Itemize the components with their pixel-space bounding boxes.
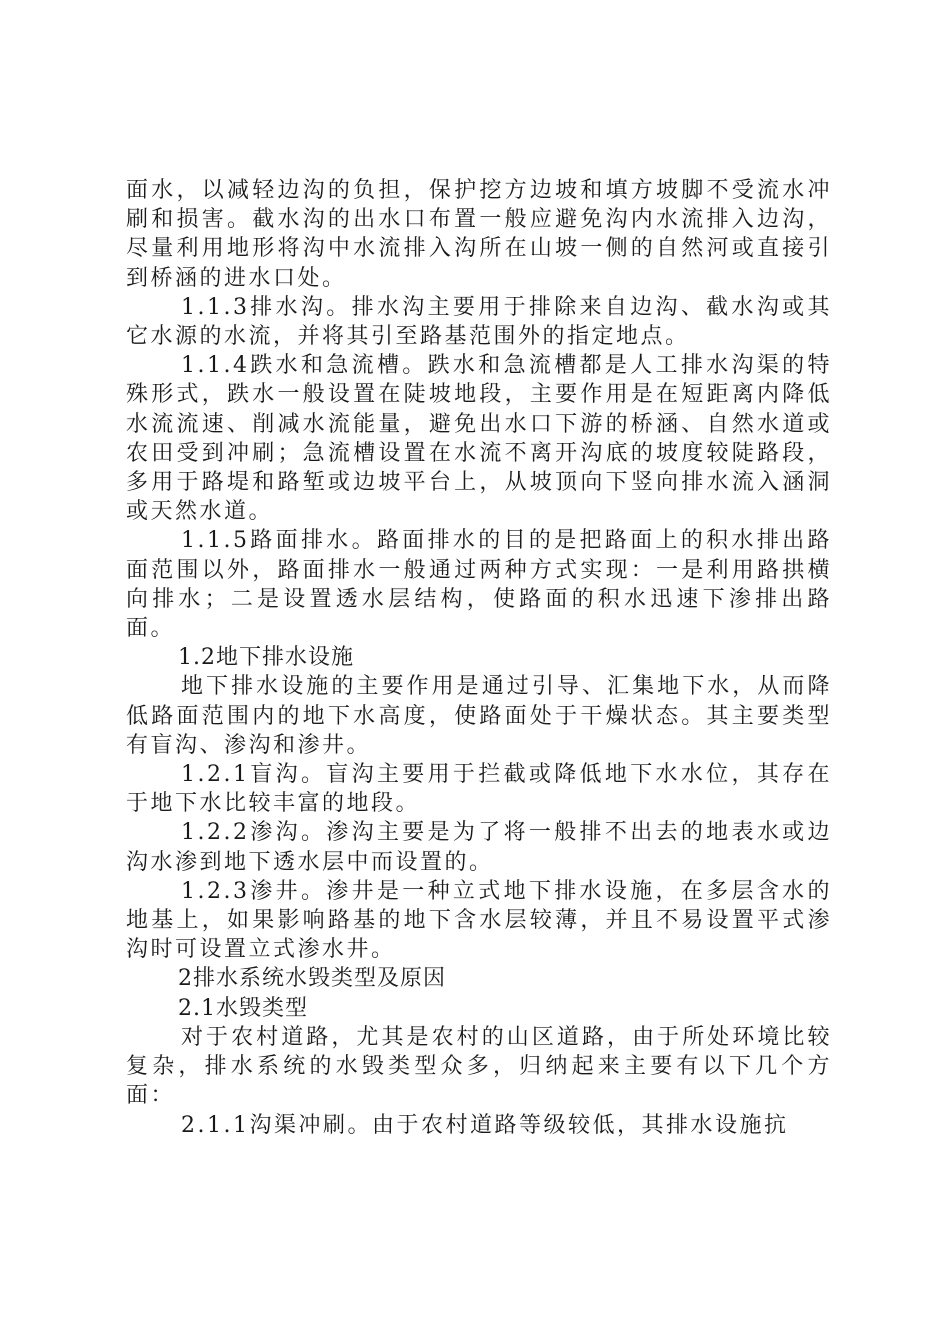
document-body [126,176,832,1140]
paragraph-drainage-ditch: 1.1.3排水沟。排水沟主要用于排除来自边沟、截水沟或其它水源的水流，并将其引至路基范围外的指定地点。 [126,294,832,350]
paragraph-drop-and-chute: 1.1.4跌水和急流槽。跌水和急流槽都是人工排水沟渠的特殊形式，跌水一般设置在陡坡地段，主要作用是在短距离内降低水流流速、削减水流能量，避免出水口下游的桥涵、自然水道或农田受到冲刷；急流槽设置在水流不离开沟底的坡度较陡路段，多用于路堤和路堑或边坡平台上，从坡顶向下竖向排水流入涵洞或天然水道。 [126,353,832,525]
paragraph-seepage-well: 1.2.3渗井。渗井是一种立式地下排水设施，在多层含水的地基上，如果影响路基的地下含水层较薄，并且不易设置平式渗沟时可设置立式渗水井。 [126,878,832,963]
paragraph-intercepting-ditch-continued: 面水，以减轻边沟的负担，保护挖方边坡和填方坡脚不受流水冲刷和损害。截水沟的出水口布置一般应避免沟内水流排入边沟，尽量利用地形将沟中水流排入沟所在山坡一侧的自然河或直接引到桥涵的进水口处。 [126,178,832,291]
paragraph-underground-drainage-intro: 地下排水设施的主要作用是通过引导、汇集地下水，从而降低路面范围内的地下水高度，使路面处于干燥状态。其主要类型有盲沟、渗沟和渗井。 [126,674,832,758]
paragraph-seepage-ditch: 1.2.2渗沟。渗沟主要是为了将一般排不出去的地表水或边沟水渗到地下透水层中而设置的。 [126,820,832,875]
paragraph-rural-roads-intro: 对于农村道路，尤其是农村的山区道路，由于所处环境比较复杂，排水系统的水毁类型众多，归纳起来主要有以下几个方面： [126,1024,832,1109]
section-heading-water-damage-types: 2.1水毁类型 [178,995,308,1021]
paragraph-ditch-scour: 2.1.1沟渠冲刷。由于农村道路等级较低，其排水设施抗 [181,1112,789,1138]
paragraph-blind-ditch: 1.2.1盲沟。盲沟主要用于拦截或降低地下水水位，其存在于地下水比较丰富的地段。 [126,762,832,817]
section-heading-underground-drainage: 1.2地下排水设施 [178,645,354,671]
paragraph-pavement-drainage: 1.1.5路面排水。路面排水的目的是把路面上的积水排出路面范围以外，路面排水一般通过两种方式实现：一是利用路拱横向排水；二是设置透水层结构，使路面的积水迅速下渗排出路面。 [126,528,832,642]
section-heading-water-damage: 2排水系统水毁类型及原因 [178,966,446,992]
